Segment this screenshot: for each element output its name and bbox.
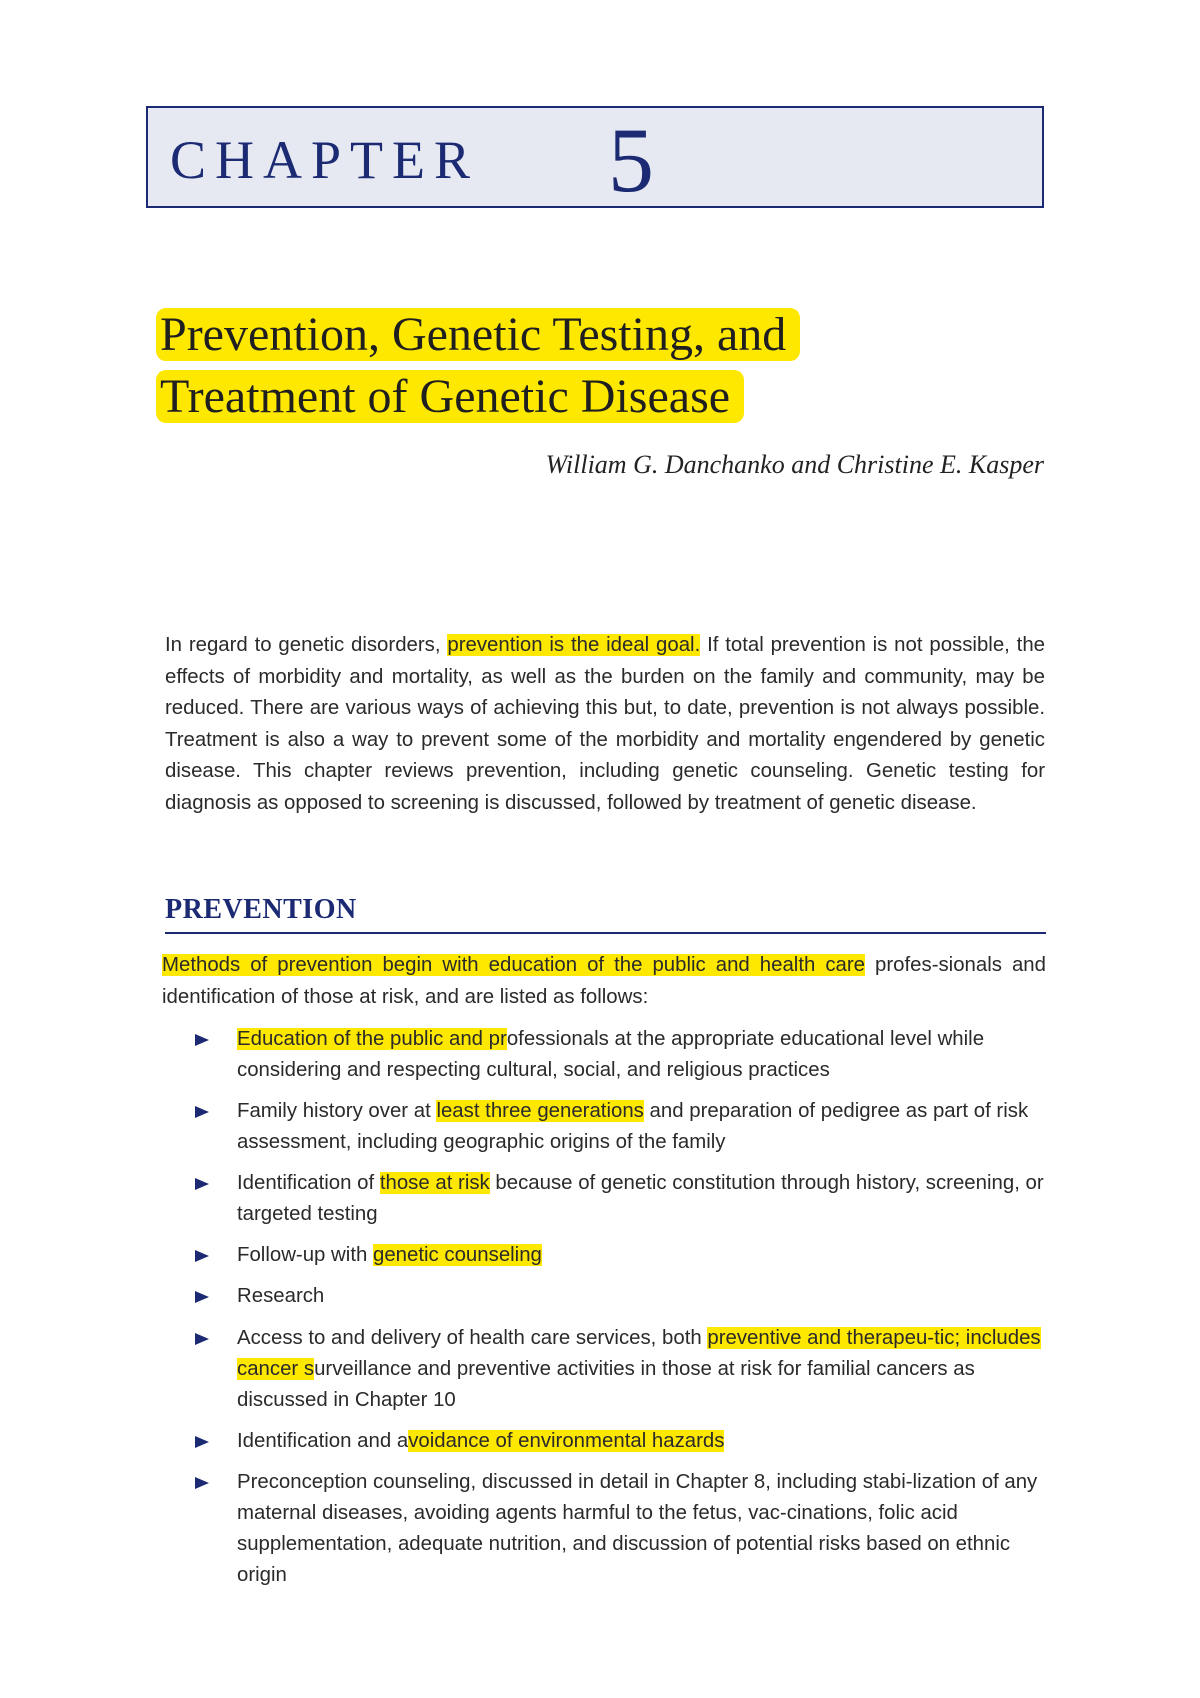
lead-text: profes-sionals and identification of those at risk, and are listed as follows: xyxy=(162,954,1046,1008)
list-item-highlight: genetic counseling xyxy=(372,1244,542,1266)
list-item xyxy=(195,1323,1046,1416)
prevention-methods-list xyxy=(195,1024,1046,1601)
list-item xyxy=(195,1240,1046,1271)
list-item-highlight: Education of the public and pr xyxy=(237,1028,507,1050)
list-item-text: and preparation of pedigree as part of risk assessment, including geographic origins of the family xyxy=(237,1100,1029,1153)
list-item-text: urveillance and preventive activities in those at risk for familial cancers as discussed in Chapter 10 xyxy=(237,1358,975,1411)
bullet-arrow-icon xyxy=(195,1034,209,1046)
list-item-text: Family history over at xyxy=(237,1100,437,1122)
section-heading: PREVENTION xyxy=(165,894,357,925)
author-byline: William G. Danchanko and Christine E. Kasper xyxy=(545,450,1044,479)
section-lead-paragraph xyxy=(162,950,1046,1013)
list-item xyxy=(195,1281,1046,1312)
chapter-number: 5 xyxy=(608,109,654,211)
list-item xyxy=(195,1024,1046,1086)
list-item xyxy=(195,1168,1046,1230)
list-item-highlight: voidance of environmental hazards xyxy=(408,1430,725,1452)
lead-highlight: Methods of prevention begin with education of the public and health care xyxy=(162,954,866,976)
intro-text-rest: If total prevention is not possible, the effects of morbidity and mortality, as well as the burden on the family and community, may be reduced. There are various ways of achieving this but, to date, prevention is not always possible. Treatment is also a way to prevent some of the morbidity and mortality engendered by genetic disease. This chapter reviews prevention, including genetic counseling. Genetic testing for diagnosis as opposed to screening is discussed, followed by treatment of genetic disease. xyxy=(165,634,1045,814)
intro-text-start: In regard to genetic disorders, xyxy=(165,634,448,656)
list-item-highlight: preventive and therapeu-tic; includes cancer s xyxy=(237,1327,1041,1380)
list-item xyxy=(195,1467,1046,1591)
bullet-arrow-icon xyxy=(195,1106,209,1118)
chapter-label: CHAPTER xyxy=(170,130,480,190)
chapter-title xyxy=(160,304,800,428)
title-line-1: Prevention, Genetic Testing, and xyxy=(156,308,800,361)
list-item-text: because of genetic constitution through history, screening, or targeted testing xyxy=(237,1172,1044,1225)
list-item xyxy=(195,1426,1046,1457)
bullet-arrow-icon xyxy=(195,1436,209,1448)
list-item-text: Identification and a xyxy=(237,1430,409,1452)
list-item-text: Access to and delivery of health care services, both xyxy=(237,1327,708,1349)
section-divider xyxy=(165,932,1046,934)
bullet-arrow-icon xyxy=(195,1291,209,1303)
title-line-2: Treatment of Genetic Disease xyxy=(156,370,744,423)
bullet-arrow-icon xyxy=(195,1250,209,1262)
list-item-text: Identification of xyxy=(237,1172,380,1194)
list-item-text: ofessionals at the appropriate educational level while considering and respecting cultural, social, and religious practices xyxy=(237,1028,985,1081)
list-item-text: Preconception counseling, discussed in detail in Chapter 8, including stabi-lization of any maternal diseases, avoiding agents harmful to the fetus, vac-cinations, folic acid supplementation, adequate nutrition, and discussion of potential risks based on ethnic origin xyxy=(237,1471,1038,1586)
intro-highlight: prevention is the ideal goal. xyxy=(447,634,701,656)
intro-paragraph xyxy=(165,630,1045,819)
chapter-banner xyxy=(146,106,1044,211)
list-item-text: Research xyxy=(237,1285,325,1307)
list-item-highlight: least three generations xyxy=(436,1100,644,1122)
list-item-text: Follow-up with xyxy=(237,1244,373,1266)
list-item-highlight: those at risk xyxy=(379,1172,490,1194)
bullet-arrow-icon xyxy=(195,1178,209,1190)
list-item xyxy=(195,1096,1046,1158)
bullet-arrow-icon xyxy=(195,1333,209,1345)
bullet-arrow-icon xyxy=(195,1477,209,1489)
